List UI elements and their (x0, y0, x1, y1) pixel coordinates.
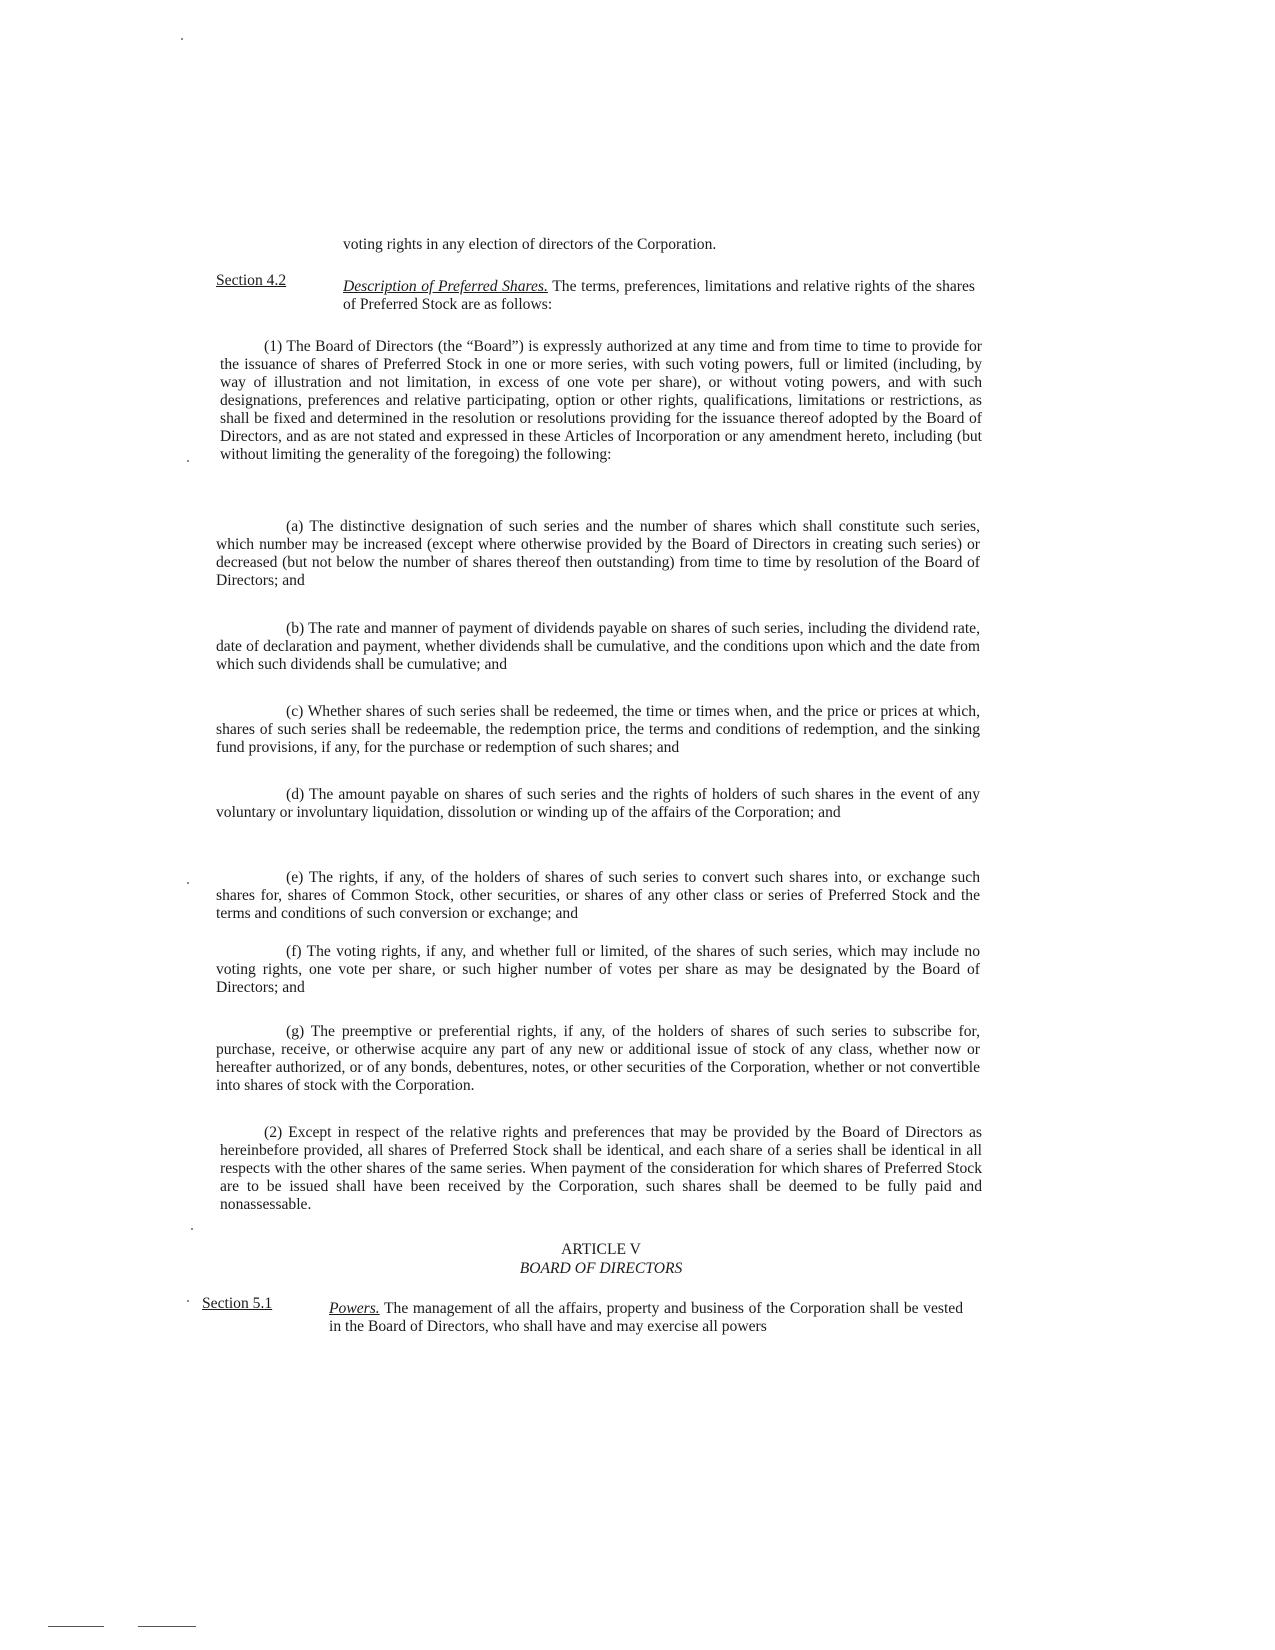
subparagraph-f: (f) The voting rights, if any, and whether full or limited, of the shares of such series, which may include no voting rights, one vote per share, or such higher number of votes per share as may be designated by the Board of Directors; and (216, 943, 980, 996)
paragraph-1: (1) The Board of Directors (the “Board”) is expressly authorized at any time and from time to time to provide for the issuance of shares of Preferred Stock in one or more series, with such voting powers, full or limited (including, by way of illustration and not limitation, in excess of one vote per share), or without voting powers, and with such designations, preferences and relative participating, option or other rights, qualifications, limitations or restrictions, as shall be fixed and determined in the resolution or resolutions providing for the issuance thereof adopted by the Board of Directors, and as are not stated and expressed in these Articles of Incorporation or any amendment hereto, including (but without limiting the generality of the foregoing) the following: (220, 338, 982, 463)
subparagraph-b: (b) The rate and manner of payment of dividends payable on shares of such series, including the dividend rate, date of declaration and payment, whether dividends shall be cumulative, and the conditions upon which and the date from which such dividends shall be cumulative; and (216, 620, 980, 673)
section-5-1-title: Powers. (329, 1300, 380, 1317)
scan-speck (187, 1300, 189, 1302)
section-5-1-text: The management of all the affairs, property and business of the Corporation shall be vested in the Board of Directors, who shall have and may exercise all powers (329, 1300, 963, 1335)
scan-speck (191, 1228, 193, 1230)
section-5-1-label: Section 5.1 (202, 1295, 273, 1312)
subparagraph-d: (d) The amount payable on shares of such series and the rights of holders of such shares in the event of any voluntary or involuntary liquidation, dissolution or winding up of the affairs of the Corporation; and (216, 786, 980, 821)
subparagraph-g: (g) The preemptive or preferential rights, if any, of the holders of shares of such series to subscribe for, purchase, receive, or otherwise acquire any part of any new or additional issue of stock of any class, whether now or hereafter authorized, or of any bonds, debentures, notes, or other securities of the Corporation, whether or not convertible into shares of stock with the Corporation. (216, 1023, 980, 1094)
paragraph-2: (2) Except in respect of the relative rights and preferences that may be provided by the Board of Directors as hereinbefore provided, all shares of Preferred Stock shall be identical, and each share of a series shall be identical in all respects with the other shares of the same series. When payment of the consideration for which shares of Preferred Stock are to be issued shall have been received by the Corporation, such shares shall be deemed to be fully paid and nonassessable. (220, 1124, 982, 1213)
opening-line: voting rights in any election of directors of the Corporation. (343, 236, 717, 253)
scan-speck (187, 882, 189, 884)
section-4-2-label: Section 4.2 (216, 272, 287, 289)
section-5-1-body (329, 1300, 963, 1336)
section-4-2-text: The terms, preferences, limitations and relative rights of the shares of Preferred Stock are as follows: (343, 278, 975, 313)
subparagraph-c: (c) Whether shares of such series shall be redeemed, the time or times when, and the price or prices at which, shares of such series shall be redeemable, the redemption price, the terms and conditions of redemption, and the sinking fund provisions, if any, for the purchase or redemption of such shares; and (216, 703, 980, 756)
subparagraph-e: (e) The rights, if any, of the holders of shares of such series to convert such shares into, or exchange such shares for, shares of Common Stock, other securities, or shares of any other class or series of Preferred Stock and the terms and conditions of such conversion or exchange; and (216, 869, 980, 922)
scan-footer-mark (138, 1626, 196, 1627)
scan-footer-mark (48, 1626, 104, 1627)
scan-speck (187, 460, 189, 462)
article-v-number: ARTICLE V (561, 1241, 641, 1258)
article-v-heading: BOARD OF DIRECTORS (519, 1260, 683, 1277)
subparagraph-a: (a) The distinctive designation of such series and the number of shares which shall constitute such series, which number may be increased (except where otherwise provided by the Board of Directors in creating such series) or decreased (but not below the number of shares thereof then outstanding) from time to time by resolution of the Board of Directors; and (216, 518, 980, 589)
section-4-2-title: Description of Preferred Shares. (343, 278, 548, 295)
scan-speck (181, 38, 183, 40)
section-4-2-body (343, 278, 975, 314)
